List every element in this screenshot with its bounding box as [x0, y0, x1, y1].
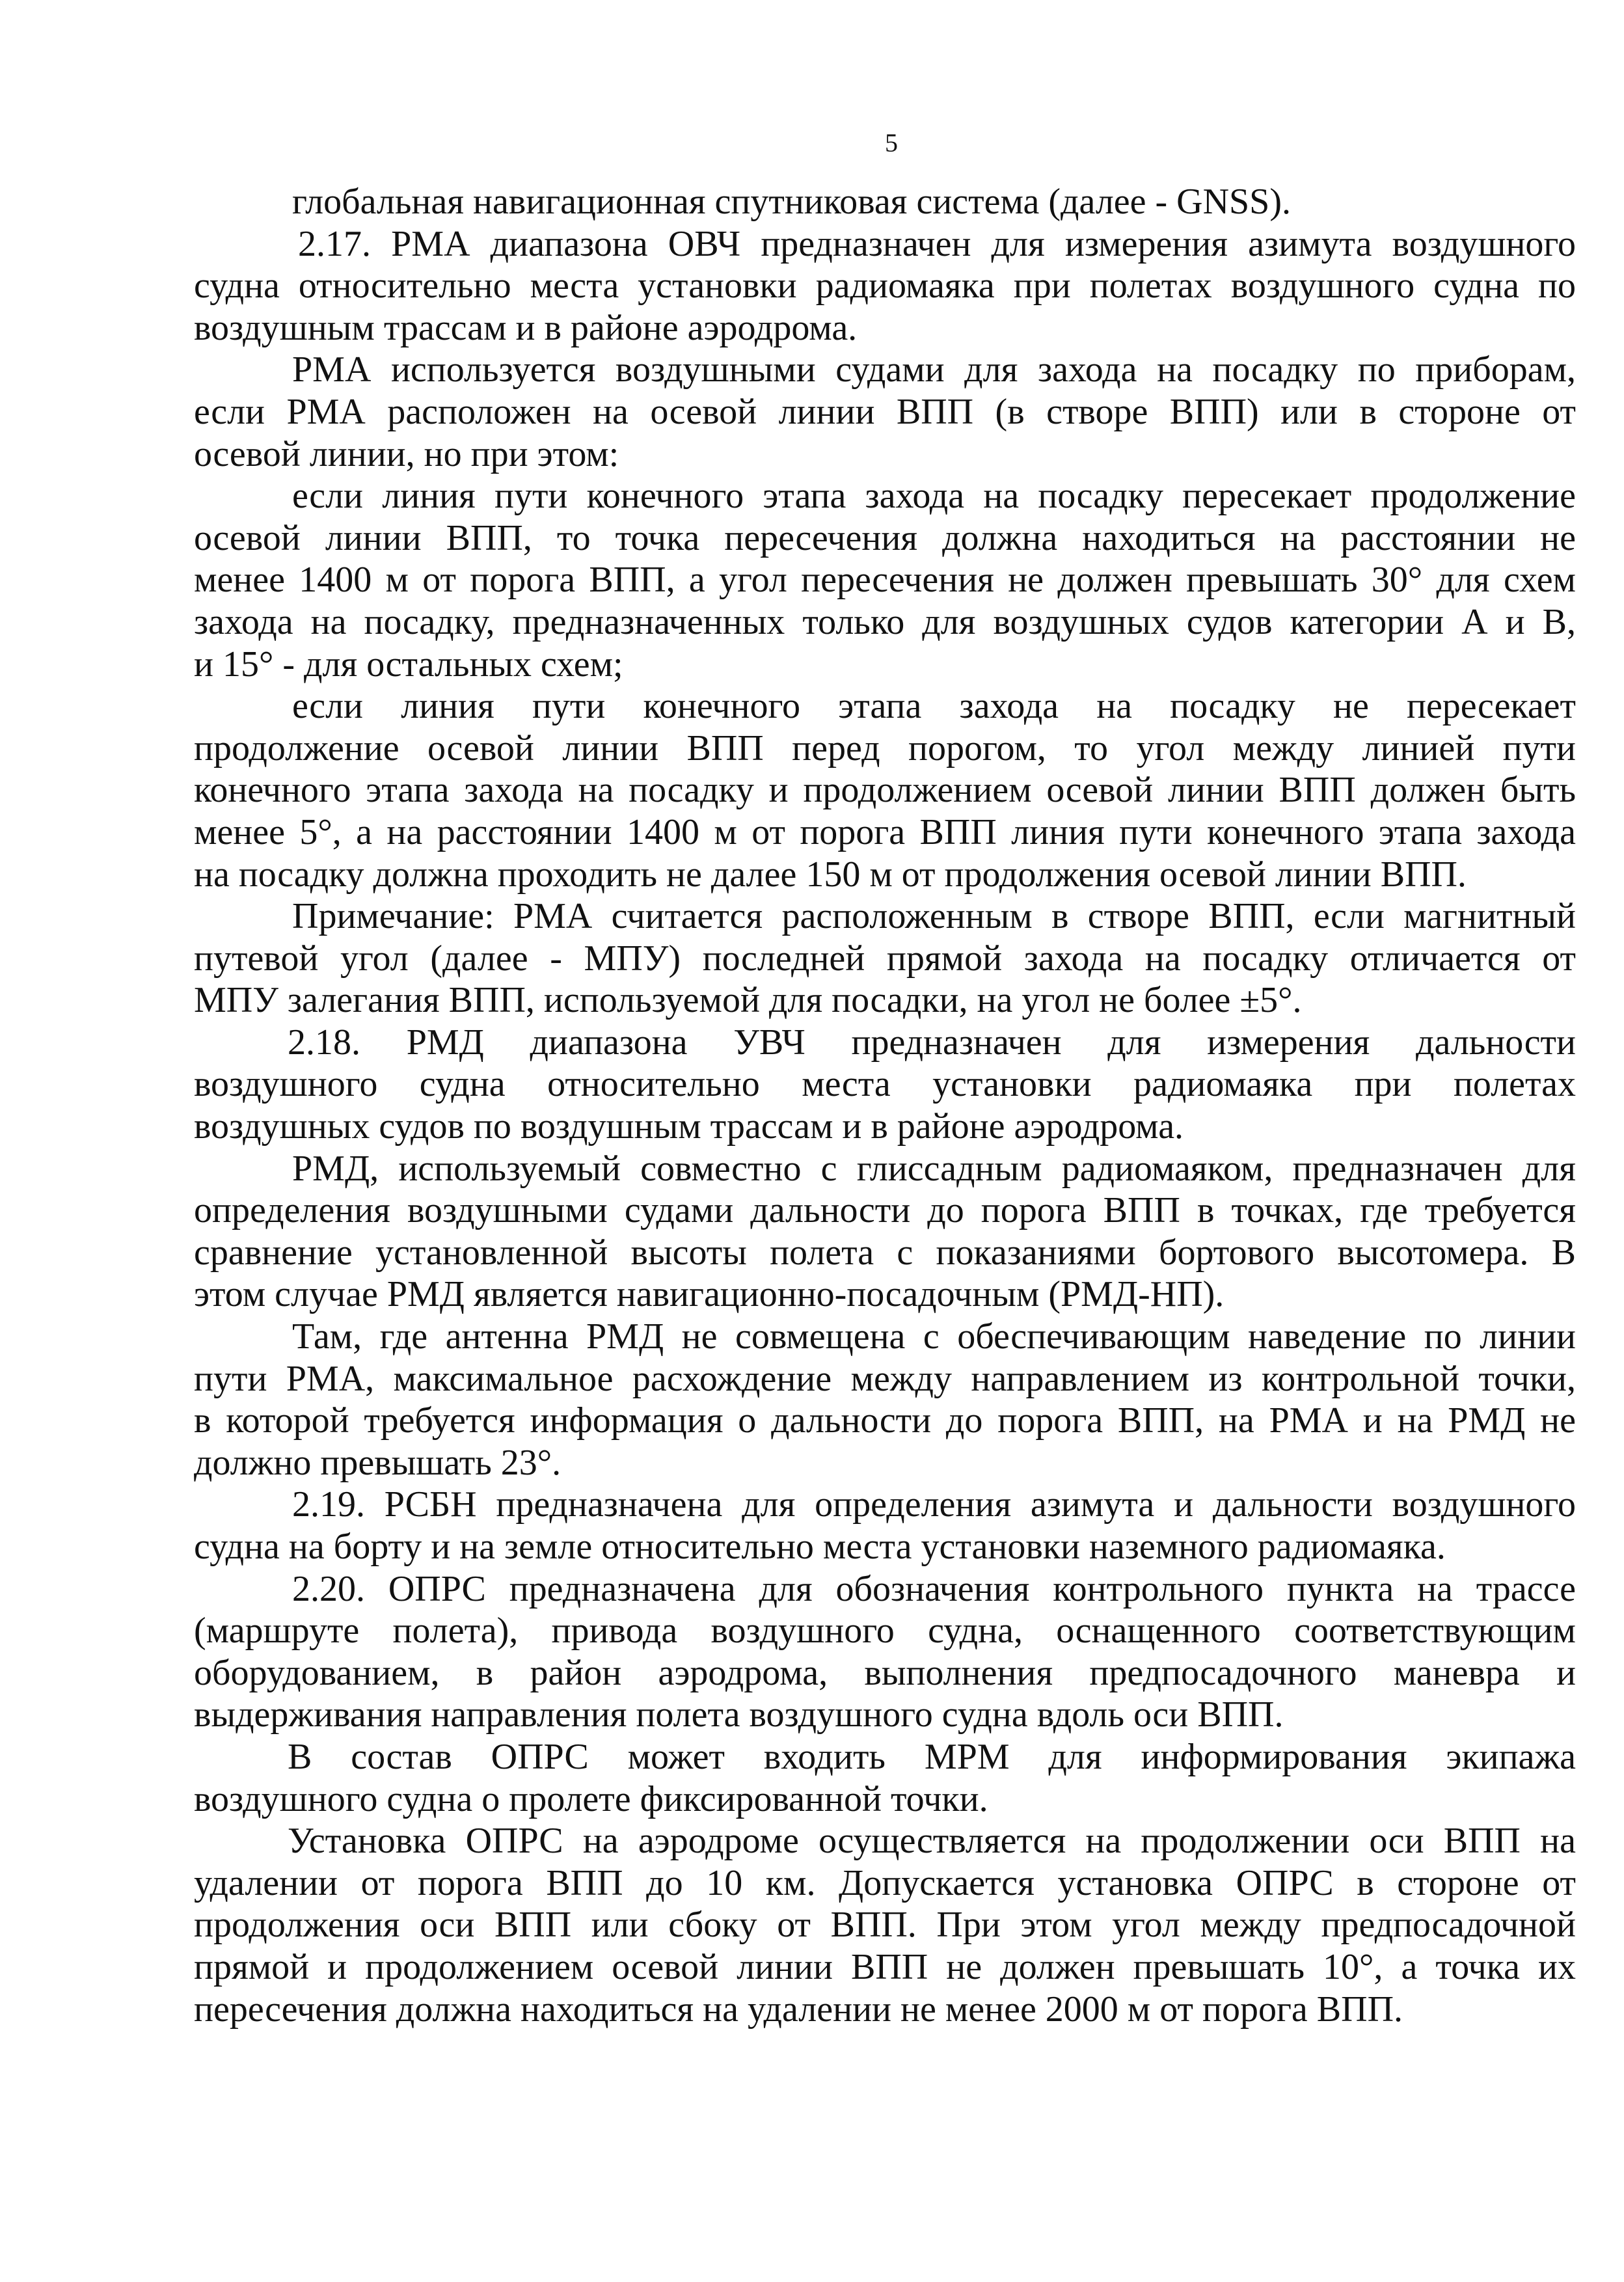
text-line: определения воздушными судами дальности до порога ВПП в точках, где требуется — [194, 1190, 1576, 1231]
text-line: сравнение установленной высоты полета с показаниями бортового высотомера. В — [194, 1232, 1576, 1273]
text-line: воздушного судна относительно места установки радиомаяка при полетах — [194, 1064, 1576, 1105]
text-line: прямой и продолжением осевой линии ВПП не должен превышать 10°, а точка их — [194, 1946, 1576, 1987]
text-line: Установка ОПРС на аэродроме осуществляется на продолжении оси ВПП на — [288, 1821, 1576, 1862]
text-line: удалении от порога ВПП до 10 км. Допускается установка ОПРС в стороне от — [194, 1862, 1576, 1903]
text-line: путевой угол (далее - МПУ) последней прямой захода на посадку отличается от — [194, 938, 1576, 979]
text-line: продолжение осевой линии ВПП перед порогом, то угол между линией пути — [194, 727, 1576, 768]
document-body — [194, 181, 1576, 2030]
text-line: захода на посадку, предназначенных только для воздушных судов категории А и В, — [194, 601, 1576, 642]
text-line: если линия пути конечного этапа захода на посадку не пересекает — [292, 686, 1576, 727]
text-line: на посадку должна проходить не далее 150 м от продолжения осевой линии ВПП. — [194, 854, 1467, 895]
text-line: глобальная навигационная спутниковая система (далее - GNSS). — [292, 182, 1291, 222]
text-line: если линия пути конечного этапа захода на посадку пересекает продолжение — [292, 476, 1576, 517]
text-line: оборудованием, в район аэродрома, выполнения предпосадочного маневра и — [194, 1652, 1576, 1693]
text-line: продолжения оси ВПП или сбоку от ВПП. При этом угол между предпосадочной — [194, 1905, 1576, 1946]
text-line: (маршруте полета), привода воздушного судна, оснащенного соответствующим — [194, 1610, 1576, 1651]
text-line: и 15° - для остальных схем; — [194, 644, 623, 685]
text-line: если РМА расположен на осевой линии ВПП (в створе ВПП) или в стороне от — [194, 391, 1576, 432]
text-line: осевой линии, но при этом: — [194, 433, 619, 474]
text-line: воздушным трассам и в районе аэродрома. — [194, 307, 858, 348]
page-number: 5 — [885, 128, 898, 157]
text-line: 2.18. РМД диапазона УВЧ предназначен для измерения дальности — [288, 1022, 1576, 1063]
text-line: осевой линии ВПП, то точка пересечения должна находиться на расстоянии не — [194, 517, 1576, 558]
text-line: судна на борту и на земле относительно места установки наземного радиомаяка. — [194, 1527, 1446, 1567]
text-line: этом случае РМД является навигационно-посадочным (РМД-НП). — [194, 1274, 1225, 1315]
text-line: РМД, используемый совместно с глиссадным радиомаяком, предназначен для — [292, 1148, 1576, 1189]
text-line: В состав ОПРС может входить МРМ для информирования экипажа — [288, 1736, 1576, 1777]
text-line: конечного этапа захода на посадку и продолжением осевой линии ВПП должен быть — [194, 770, 1576, 811]
text-line: должно превышать 23°. — [194, 1442, 562, 1483]
text-line: Примечание: РМА считается расположенным в створе ВПП, если магнитный — [292, 896, 1576, 937]
text-line: 2.20. ОПРС предназначена для обозначения контрольного пункта на трассе — [292, 1568, 1576, 1609]
text-line: воздушных судов по воздушным трассам и в районе аэродрома. — [194, 1106, 1184, 1147]
text-line: менее 5°, а на расстоянии 1400 м от порога ВПП линия пути конечного этапа захода — [194, 811, 1576, 852]
text-line: воздушного судна о пролете фиксированной точки. — [194, 1778, 988, 1819]
text-line: в которой требуется информация о дальности до порога ВПП, на РМА и на РМД не — [194, 1400, 1576, 1441]
text-line: менее 1400 м от порога ВПП, а угол пересечения не должен превышать 30° для схем — [194, 560, 1576, 601]
text-line: судна относительно места установки радиомаяка при полетах воздушного судна по — [194, 265, 1576, 306]
text-line: выдерживания направления полета воздушного судна вдоль оси ВПП. — [194, 1694, 1284, 1735]
text-line: 2.19. РСБН предназначена для определения азимута и дальности воздушного — [292, 1484, 1576, 1525]
text-line: пересечения должна находиться на удалении не менее 2000 м от порога ВПП. — [194, 1989, 1403, 2030]
text-line: 2.17. РМА диапазона ОВЧ предназначен для измерения азимута воздушного — [298, 223, 1576, 264]
text-line: МПУ залегания ВПП, используемой для посадки, на угол не более ±5°. — [194, 980, 1302, 1021]
text-line: пути РМА, максимальное расхождение между направлением из контрольной точки, — [194, 1358, 1576, 1399]
text-line: Там, где антенна РМД не совмещена с обеспечивающим наведение по линии — [292, 1316, 1576, 1357]
text-line: РМА используется воздушными судами для захода на посадку по приборам, — [292, 349, 1576, 390]
